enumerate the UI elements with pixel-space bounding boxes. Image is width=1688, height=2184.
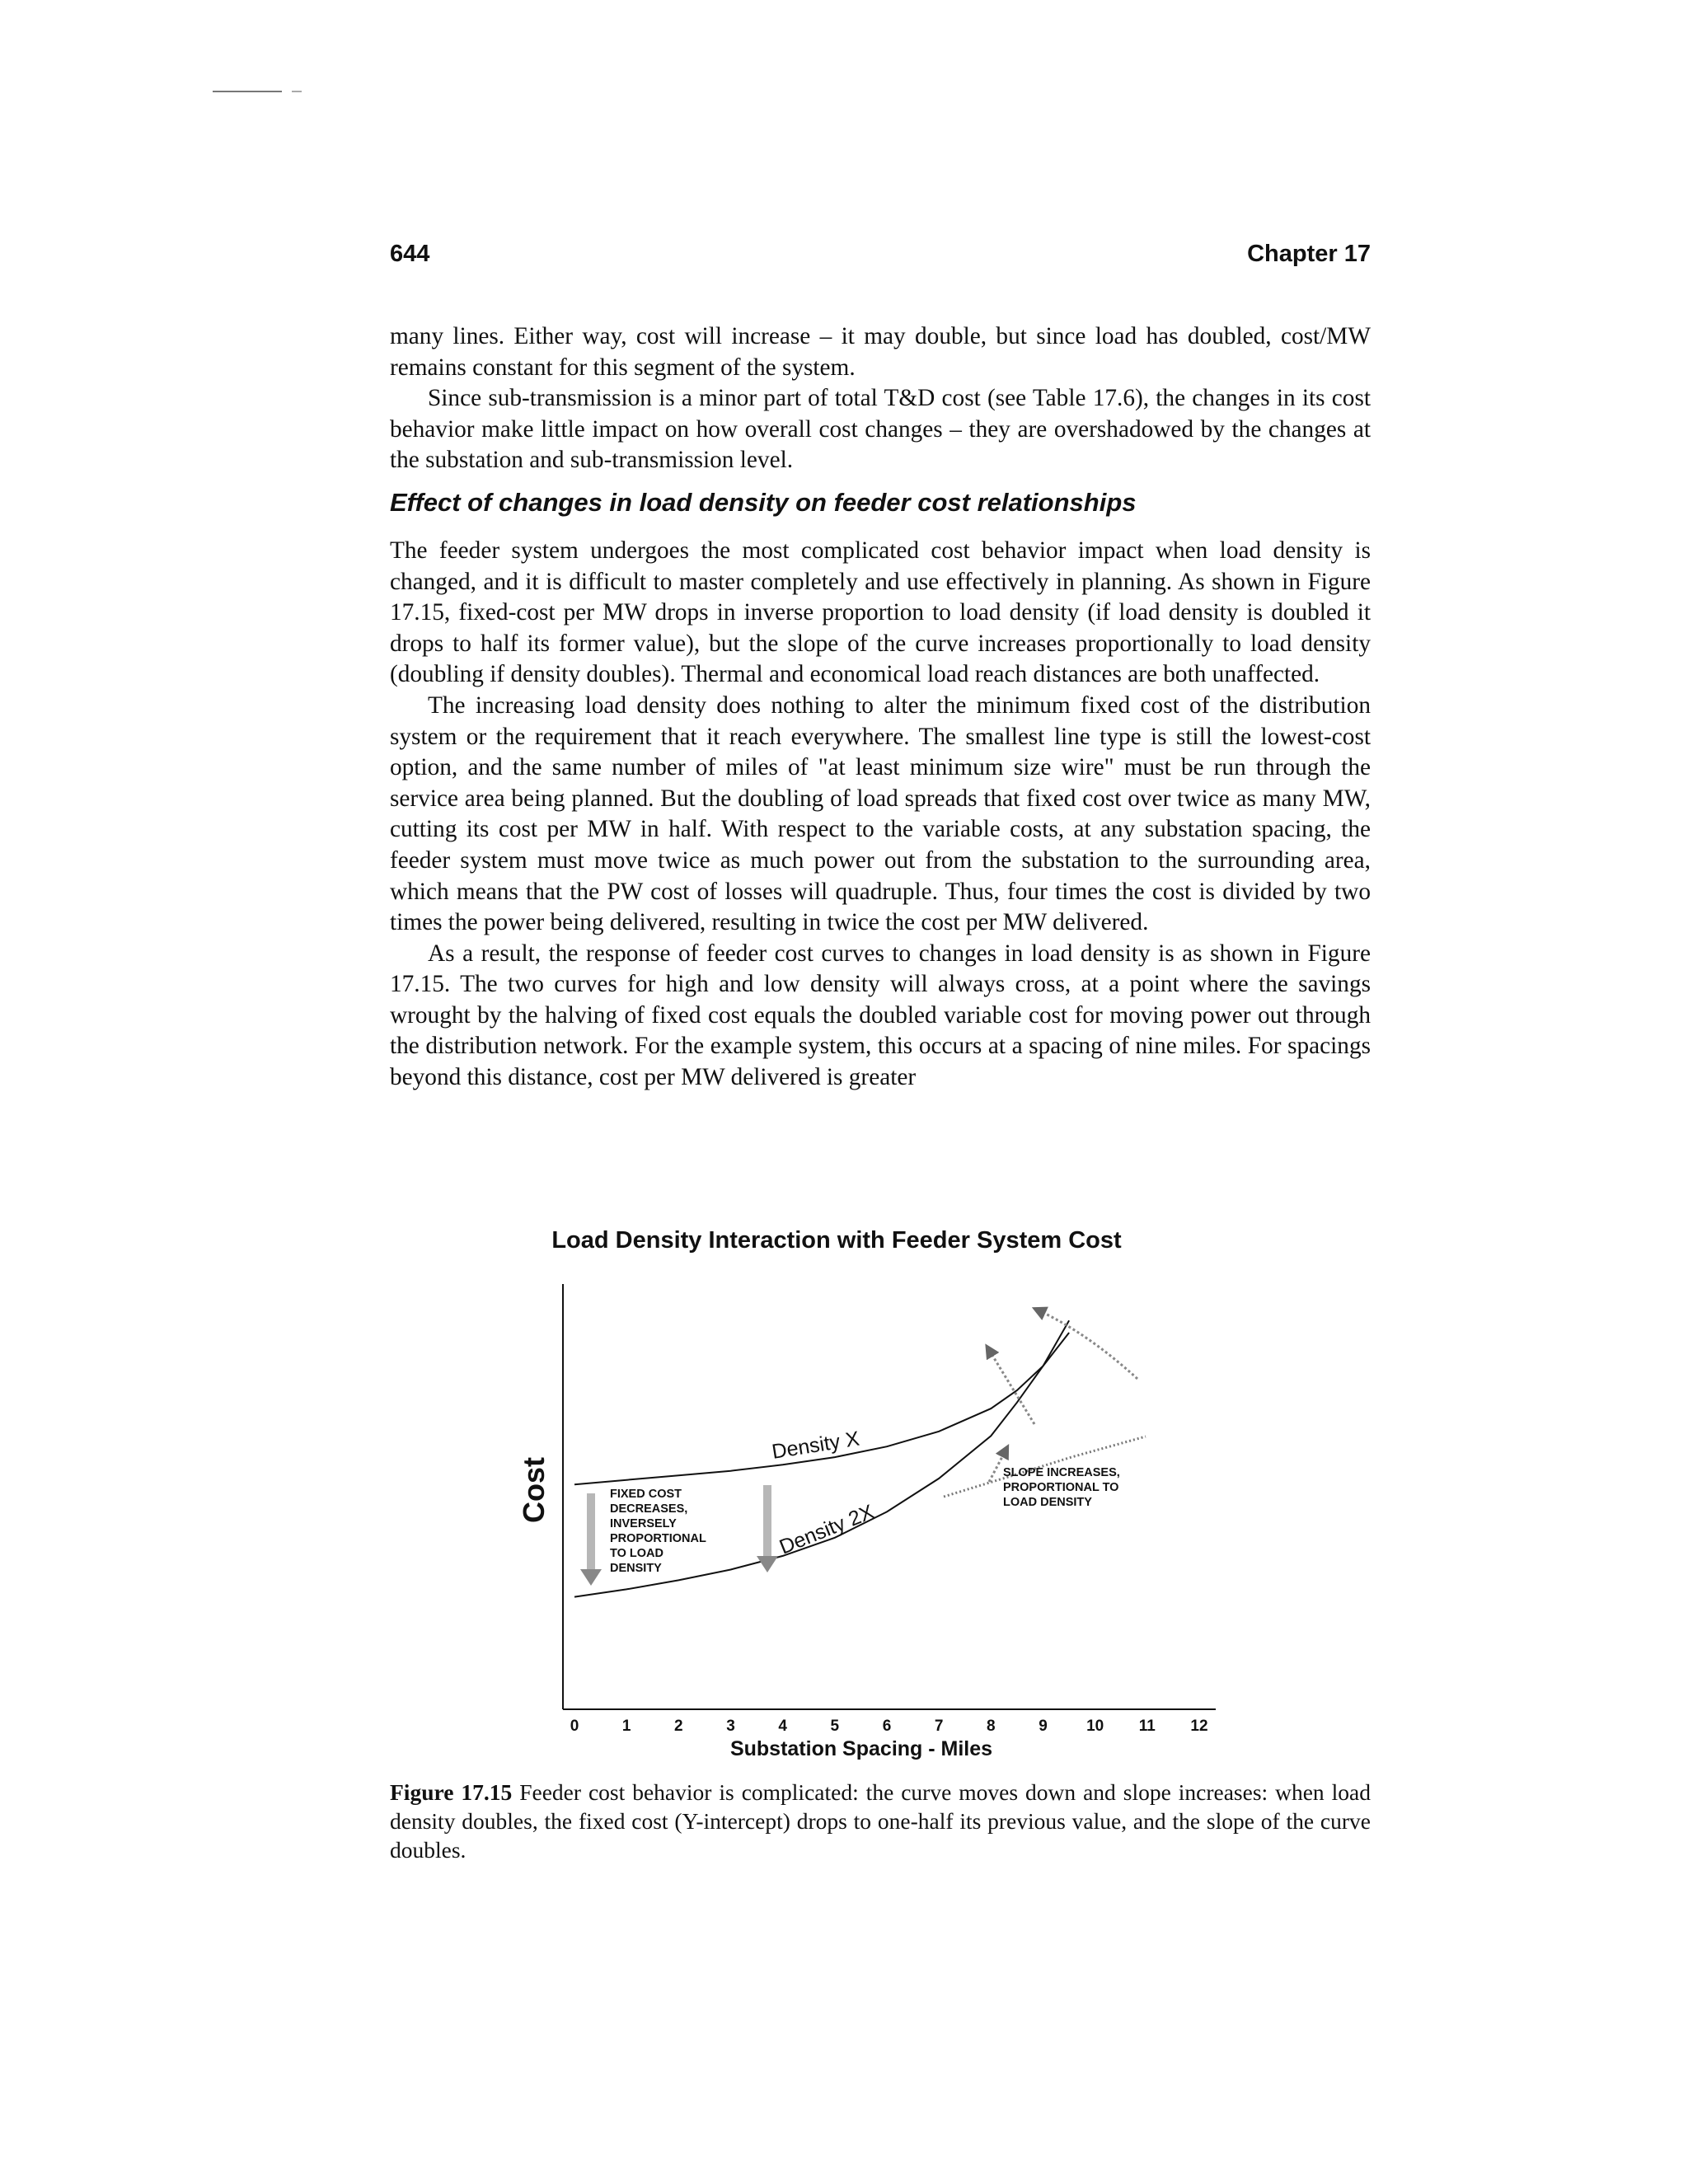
figure-17-15 — [495, 1218, 1236, 1762]
series-label-density-x: Density X — [770, 1427, 861, 1464]
scan-artifact — [213, 91, 312, 92]
page-header — [390, 241, 1371, 274]
x-tick-label: 3 — [726, 1718, 735, 1735]
x-tick-label: 2 — [674, 1718, 683, 1735]
chapter-title: Chapter 17 — [1247, 241, 1371, 267]
series-line-density-x — [574, 1333, 1069, 1484]
figure-caption — [390, 1778, 1371, 1864]
fixed-cost-annotation: FIXED COST DECREASES, INVERSELY PROPORTIONAL TO LOAD DENSITY — [610, 1488, 706, 1575]
caption-label: Figure 17.15 — [390, 1779, 513, 1805]
x-tick-label: 7 — [934, 1718, 944, 1735]
series-label-density-2x: Density 2X — [776, 1500, 878, 1559]
section-heading: Effect of changes in load density on feeder cost relationships — [390, 487, 1137, 517]
x-tick-label: 11 — [1138, 1718, 1156, 1735]
fixed-cost-arrow-right — [757, 1485, 778, 1572]
x-axis-label: Substation Spacing - Miles — [729, 1737, 993, 1760]
chart-title: Load Density Interaction with Feeder System Cost — [551, 1227, 1122, 1254]
paragraph: Since sub-transmission is a minor part of total T&D cost (see Table 17.6), the changes in its cost behavior make little impact on how overall cost changes – they are overshadowed by the changes at the substation and sub-transmission level. — [390, 385, 1371, 474]
paragraph: The feeder system undergoes the most complicated cost behavior impact when load density is changed, and it is difficult to master completely and use effectively in planning. As shown in Figure 17.15, fixed-cost per MW drops in inverse proportion to load density (if load density is doubled it drops to half its former value), but the slope of the curve increases proportionally to load density (doubling if density doubles). Thermal and economical load reach distances are both unaffected. — [390, 537, 1371, 688]
y-axis-label: Cost — [517, 1457, 551, 1523]
x-tick-label: 10 — [1086, 1718, 1104, 1735]
paragraph: As a result, the response of feeder cost curves to changes in load density is as shown in Figure 17.15. The two curves for high and low density will always cross, at a point where the savings wrought by the halving of fixed cost equals the doubled variable cost for moving power out through the distribution network. For the example system, this occurs at a spacing of nine miles. For spacings beyond this distance, cost per MW delivered is greater — [390, 940, 1371, 1091]
body-text — [390, 321, 1371, 1094]
x-tick-label: 1 — [621, 1718, 631, 1735]
fixed-cost-arrow-left — [580, 1493, 602, 1586]
paragraph: The increasing load density does nothing to alter the minimum fixed cost of the distribution system or the requirement that it reach everywhere. The smallest line type is still the lowest-cost option, and the same number of miles of "at least minimum size wire" must be run through the service area being planned. But the doubling of load spreads that fixed cost over twice as many MW, cutting its cost per MW in half. With respect to the variable costs, at any substation spacing, the feeder system must move twice as much power out from the substation to the surrounding area, which means that the PW cost of losses will quadruple. Thus, four times the cost is divided by two times the power being delivered, resulting in twice the cost per MW delivered. — [390, 691, 1371, 936]
x-tick-label: 12 — [1190, 1718, 1208, 1735]
x-tick-label: 4 — [778, 1718, 787, 1735]
caption-text: Feeder cost behavior is complicated: the curve moves down and slope increases: when load density doubles, the fixed cost (Y-intercept) drops to one-half its previous value, and the slope of the curve doubles. — [390, 1779, 1371, 1863]
x-tick-label: 5 — [830, 1718, 840, 1735]
page-number: 644 — [390, 241, 430, 267]
feeder-cost-chart — [495, 1218, 1236, 1762]
x-tick-label: 9 — [1039, 1718, 1048, 1735]
x-tick-label: 6 — [882, 1718, 892, 1735]
slope-annotation: SLOPE INCREASES, PROPORTIONAL TO LOAD DENSITY — [1003, 1466, 1120, 1509]
x-tick-label: 0 — [570, 1718, 579, 1735]
x-tick-label: 8 — [987, 1718, 996, 1735]
paragraph: many lines. Either way, cost will increase – it may double, but since load has doubled, cost/MW remains constant for this segment of the system. — [390, 323, 1371, 381]
